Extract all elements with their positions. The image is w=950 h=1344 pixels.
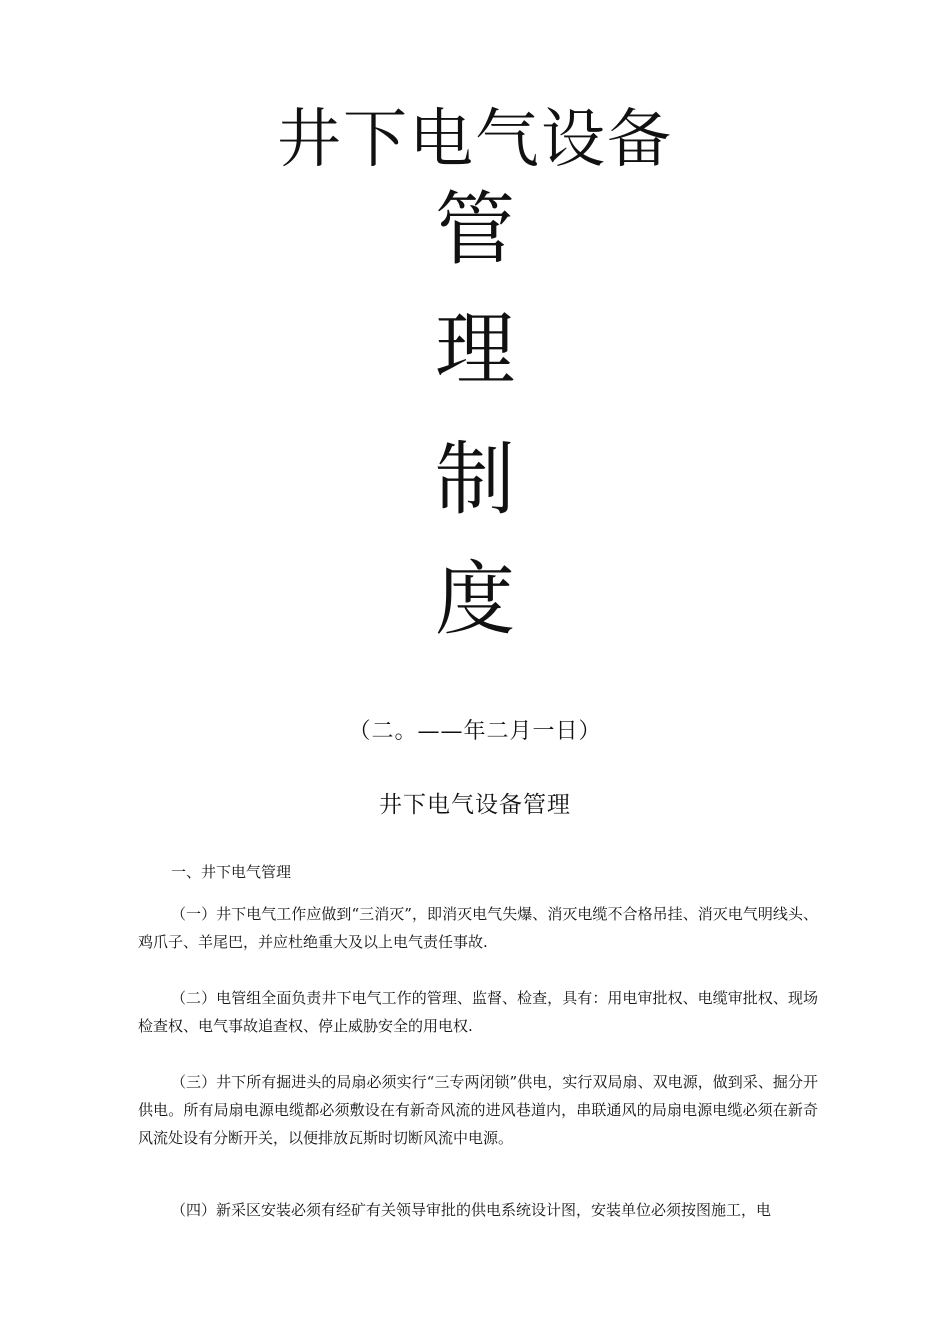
- cover-date: （二。——年二月一日）: [348, 719, 602, 744]
- cover-title-line: 井下电气设备: [277, 103, 673, 177]
- paragraph-4: （四）新采区安装必须有经矿有关领导审批的供电系统设计图，安装单位必须按图施工，电: [171, 1201, 772, 1219]
- paragraph-2: （二）电管组全面负责井下电气工作的管理、监督、检查，具有：用电审批权、电缆审批权、现场检查权、电气事故追查权、停止威胁安全的用电权.: [138, 989, 818, 1035]
- document-heading: 井下电气设备管理: [379, 792, 571, 818]
- cover-title-char-3: 制: [435, 433, 515, 526]
- section-heading: 一、井下电气管理: [171, 863, 292, 881]
- paragraph-3: （三）井下所有掘进头的局扇必须实行“三专两闭锁”供电，实行双局扇、双电源，做到采、掘分开供电。所有局扇电源电缆都必须敷设在有新奇风流的进风巷道内，串联通风的局扇电源电缆必须在新奇风流处设有分断开关，以便排放瓦斯时切断风流中电源。: [138, 1073, 818, 1147]
- cover-title-char-1: 管: [435, 183, 515, 276]
- paragraph-1: （一）井下电气工作应做到“三消灭”，即消灭电气失爆、消灭电缆不合格吊挂、消灭电气明线头、鸡爪子、羊尾巴，并应杜绝重大及以上电气责任事故.: [138, 905, 818, 951]
- cover-title-char-2: 理: [435, 303, 515, 396]
- cover-title-char-4: 度: [435, 553, 515, 646]
